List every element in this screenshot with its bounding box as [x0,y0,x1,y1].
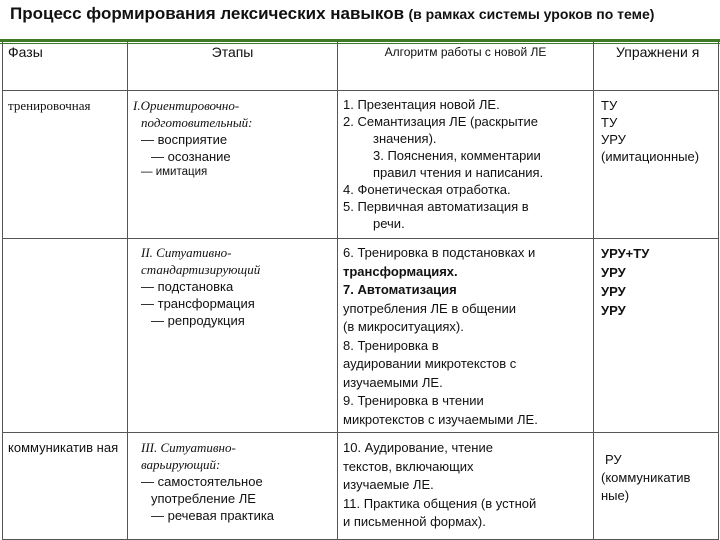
algorithm-cell [338,433,594,540]
header-phases: Фазы [3,42,128,91]
stage-cell [128,91,338,239]
algorithm-line: 8. Тренировка в [343,337,439,353]
stage-item: употребление ЛЕ [151,491,256,506]
algorithm-line: 2. Семантизация ЛЕ (раскрытие [343,114,538,129]
stage-item: — речевая практика [151,508,275,523]
stage-item: — восприятие [141,132,228,147]
page-title [10,4,716,24]
algorithm-line: изучаемыми ЛЕ. [343,374,443,390]
algorithm-line: аудировании микротекстов с [343,356,517,371]
exercise-item: ТУ [601,98,618,113]
algorithm-line: 11. Практика общения (в устной [343,495,537,511]
stage-cell [128,433,338,540]
stage-title: II. Ситуативно- [141,245,232,260]
phase-cell: коммуникатив ная [3,433,128,540]
header-algorithm: Алгоритм работы с новой ЛЕ [338,42,594,91]
stage-item: — имитация [141,166,208,178]
phase-cell [3,239,128,433]
table-header-row [3,42,719,91]
exercise-item: УРУ [601,132,626,147]
algorithm-line: изучаемые ЛЕ. [343,477,434,492]
stage-item: — подстановка [141,279,234,294]
algorithm-line: 3. Пояснения, комментарии [373,148,541,163]
phase-cell: тренировочная [3,91,128,239]
algorithm-cell [338,239,594,433]
algorithm-line: речи. [373,216,405,231]
algorithm-cell [338,91,594,239]
exercises-cell [594,239,719,433]
algorithm-line: трансформациях. [343,263,458,279]
table-row [3,433,719,540]
exercise-item: (имитационные) [601,149,700,164]
stage-title: III. Ситуативно- [141,440,236,455]
algorithm-line: текстов, включающих [343,458,474,474]
exercise-item: ТУ [601,115,618,130]
algorithm-line: 1. Презентация новой ЛЕ. [343,97,500,112]
header-stages: Этапы [128,42,338,91]
algorithm-line: 6. Тренировка в подстановках и [343,245,536,260]
title-subtitle: (в рамках системы уроков по теме) [408,6,655,22]
algorithm-line: (в микроситуациях). [343,319,464,334]
algorithm-line: 9. Тренировка в чтении [343,393,484,408]
algorithm-line: правил чтения и написания. [373,165,544,180]
exercises-cell [594,433,719,540]
table-row [3,239,719,433]
algorithm-line: и письменной формах). [343,514,486,529]
title-top-rule [0,39,720,42]
exercise-item: УРУ+ТУ [601,246,650,261]
algorithm-line: 4. Фонетическая отработка. [343,182,511,197]
algorithm-line: значения). [373,131,437,146]
title-bottom-rule [0,43,720,44]
algorithm-line: 7. Автоматизация [343,282,457,297]
exercises-cell [594,91,719,239]
exercise-item: УРУ [601,265,626,280]
algorithm-line: употребления ЛЕ в общении [343,300,517,316]
stage-title: варьирующий: [141,457,221,472]
exercise-item: (коммуникатив [601,470,691,485]
exercise-item: ные) [601,488,630,503]
stage-item: — самостоятельное [141,474,263,489]
algorithm-line: 5. Первичная автоматизация в [343,199,529,214]
stage-item: — трансформация [141,296,255,311]
stage-item: — репродукция [151,313,245,328]
exercise-item: РУ [605,452,622,467]
stage-title: стандартизирующий [141,262,261,277]
stage-item: — осознание [151,149,231,164]
title-main: Процесс формирования лексических навыков [10,4,405,23]
lexical-skills-table [2,41,719,540]
stage-cell [128,239,338,433]
algorithm-line: 10. Аудирование, чтение [343,440,493,455]
header-exercises: Упражнени я [594,42,719,91]
stage-title: подготовительный: [141,115,253,130]
algorithm-line: микротекстов с изучаемыми ЛЕ. [343,411,538,427]
exercise-item: УРУ [601,284,626,299]
exercise-item: УРУ [601,303,626,318]
stage-title: I.Ориентировочно- [133,98,240,113]
table-row [3,91,719,239]
